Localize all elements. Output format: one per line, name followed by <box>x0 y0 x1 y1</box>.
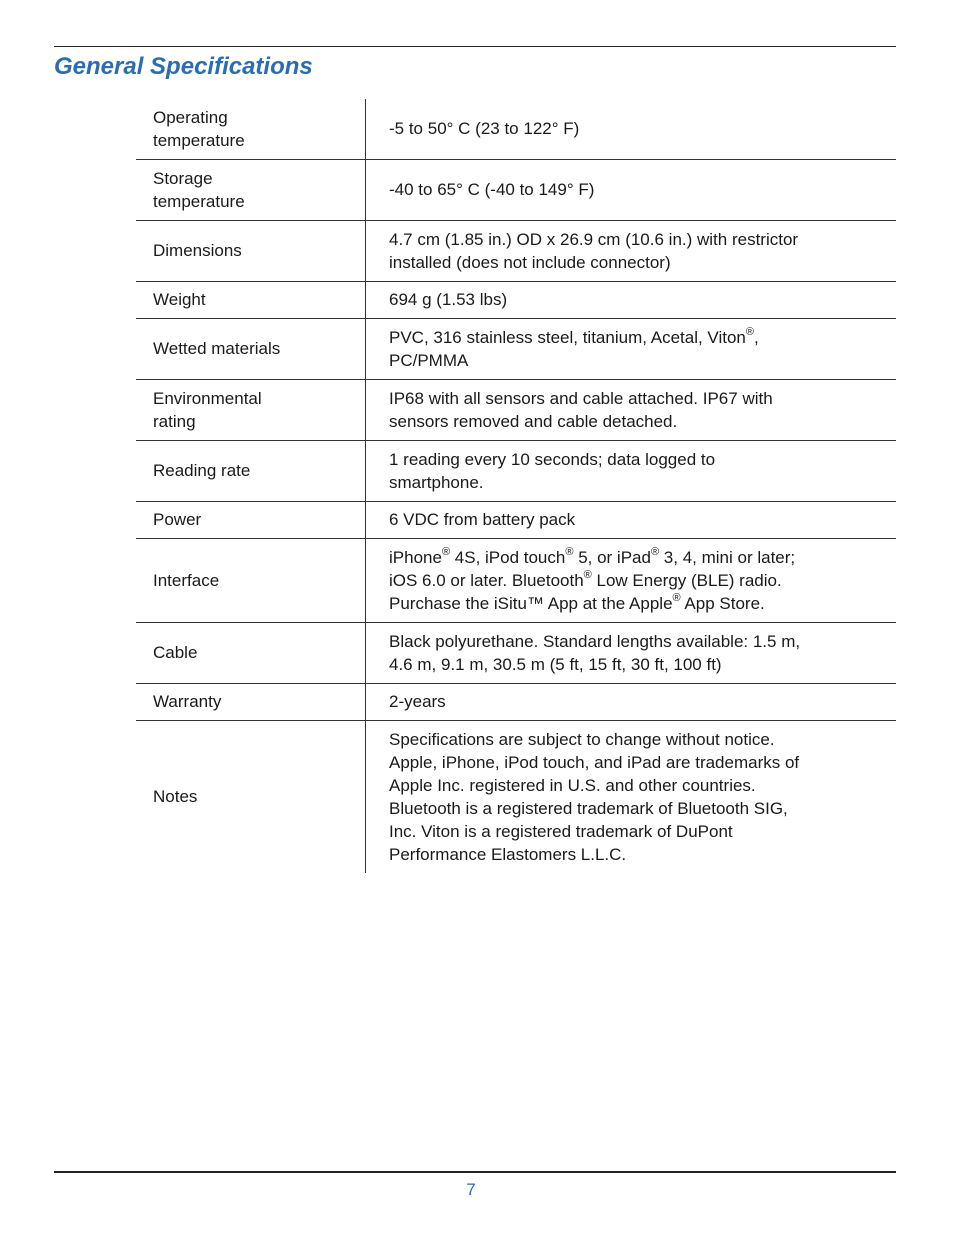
spec-row-reading-rate <box>136 440 896 501</box>
spec-value: 2-years <box>389 692 446 711</box>
spec-label: Warranty <box>136 683 366 720</box>
spec-row-dimensions <box>136 220 896 281</box>
spec-value: PVC, 316 stainless steel, titanium, Acetal, Viton®, PC/PMMA <box>389 325 759 370</box>
footer-rule <box>54 1171 896 1173</box>
spec-value: 4.7 cm (1.85 in.) OD x 26.9 cm (10.6 in.) with restrictor installed (does not include connector) <box>389 229 799 272</box>
spec-value: 6 VDC from battery pack <box>389 510 576 529</box>
spec-label: Cable <box>136 622 366 683</box>
spec-row-interface <box>136 538 896 622</box>
spec-label: Dimensions <box>136 220 366 281</box>
spec-label: Interface <box>136 538 366 622</box>
spec-label: Power <box>136 501 366 538</box>
spec-label: Reading rate <box>136 440 366 501</box>
spec-row-operating-temperature <box>136 99 896 159</box>
spec-row-notes <box>136 720 896 873</box>
spec-row-weight <box>136 281 896 318</box>
spec-label: Operating temperature <box>136 99 366 159</box>
spec-label: Environmental rating <box>136 379 366 440</box>
spec-label: Storage temperature <box>136 159 366 220</box>
spec-row-power <box>136 501 896 538</box>
spec-value: Black polyurethane. Standard lengths available: 1.5 m, 4.6 m, 9.1 m, 30.5 m (5 ft, 15 ft, 30 ft, 100 ft) <box>389 631 801 674</box>
page-title: General Specifications <box>54 53 313 80</box>
spec-value: Specifications are subject to change without notice. Apple, iPhone, iPod touch, and iPad are trademarks of Apple Inc. registered in U.S. and other countries. Bluetooth is a registered trademark of Bluetooth SIG, Inc. Viton is a registered trademark of DuPont Performance Elastomers L.L.C. <box>389 729 800 864</box>
spec-row-environmental-rating <box>136 379 896 440</box>
spec-label: Wetted materials <box>136 318 366 379</box>
spec-value: 1 reading every 10 seconds; data logged to smartphone. <box>389 449 716 492</box>
spec-label: Weight <box>136 281 366 318</box>
spec-value: iPhone® 4S, iPod touch® 5, or iPad® 3, 4, mini or later; iOS 6.0 or later. Bluetooth® Low Energy (BLE) radio. Purchase the iSitu™ App at the Apple® App Store. <box>389 545 796 613</box>
spec-row-wetted-materials <box>136 318 896 379</box>
spec-table <box>136 99 896 873</box>
header-rule <box>54 46 896 47</box>
spec-row-storage-temperature <box>136 159 896 220</box>
spec-value: -40 to 65° C (-40 to 149° F) <box>389 180 595 199</box>
spec-value: IP68 with all sensors and cable attached. IP67 with sensors removed and cable detached. <box>389 388 773 431</box>
spec-row-cable <box>136 622 896 683</box>
spec-label: Notes <box>136 720 366 873</box>
spec-value: -5 to 50° C (23 to 122° F) <box>389 119 580 139</box>
page-number: 7 <box>466 1180 476 1199</box>
spec-row-warranty <box>136 683 896 720</box>
spec-value: 694 g (1.53 lbs) <box>389 290 508 309</box>
